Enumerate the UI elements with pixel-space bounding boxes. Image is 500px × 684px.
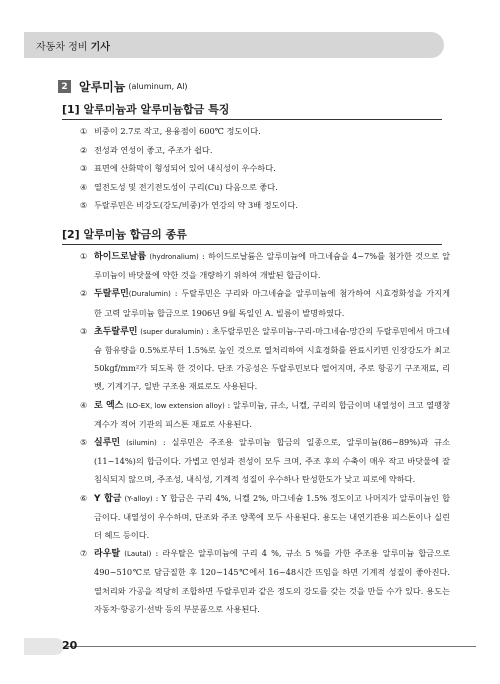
item-body: [94, 396, 450, 433]
types-heading-rule: [62, 244, 442, 245]
header-book-title-bold: 기사: [90, 42, 110, 53]
list-item: [80, 489, 450, 545]
alloy-term: 하이드로날륨: [94, 252, 147, 262]
item-number: ④: [80, 181, 88, 192]
list-item: [80, 196, 450, 215]
list-item: [80, 284, 450, 321]
item-number: ①: [80, 126, 88, 136]
alloy-term: Y 합금: [94, 493, 122, 504]
features-heading-text: [1] 알루미늄과 알루미늄합금 특징: [62, 103, 230, 116]
item-number: ④: [80, 399, 88, 410]
page-number: 20: [62, 639, 78, 652]
item-number: ⑤: [80, 200, 88, 210]
item-text: 비중이 2.7로 작고, 용융점이 600℃ 정도이다.: [94, 126, 261, 136]
item-number: ⑥: [80, 492, 88, 503]
item-text: : 두랄루민은 구리와 마그네슘을 알루미늄에 첨가하여 시효경화성을 가지게 한 고력 알루미늄 합금으로 1906년 9월 독일인 A. 빌름이 발명하였다.: [94, 288, 450, 318]
item-text: : 실루민은 주조용 알루미늄 합금의 일종으로, 알루미늄(86~89%)과 규소(11~14%)의 합금이다. 가볍고 연성과 전성이 모두 크며, 주조 후의 수축이 매우 작고 바닷물에 잘 침식되지 않으며, 주조성, 내식성, 기계적 성질이 우수하나 탄성한도가 낮고 피로에 약하다.: [94, 437, 451, 485]
item-number: ②: [80, 288, 88, 299]
features-list: [80, 122, 450, 215]
header-book-title: 자동차 정비: [36, 42, 91, 53]
list-item: [80, 159, 450, 178]
types-heading-text: [2] 알루미늄 합금의 종류: [62, 228, 187, 241]
alloy-term: 초두랄루민: [94, 326, 138, 337]
list-item: [80, 141, 450, 160]
item-body: [94, 284, 450, 321]
item-body: [94, 433, 450, 489]
types-heading: [62, 226, 442, 245]
alloy-term: 두랄루민: [94, 289, 129, 300]
item-text: : 알루미늄, 규소, 니켈, 구리의 합금이며 내열성이 크고 열팽창 계수가 적어 기관의 피스톤 재료로 사용된다.: [94, 399, 450, 429]
item-text: : Y 합금은 구리 4%, 니켈 2%, 마그네슘 1.5% 정도이고 나머지가 알루미늄인 합금이다. 내열성이 우수하며, 단조와 주조 양쪽에 모두 사용된다. 용도는 내연기관용 피스톤이나 실린더 헤드 등이다.: [94, 492, 450, 541]
item-body: [94, 544, 450, 618]
features-heading-rule: [62, 119, 442, 120]
alloy-types-list: [80, 247, 450, 618]
item-number: ①: [80, 251, 88, 261]
running-header: [36, 38, 110, 53]
item-text: : 초두랄루민은 알루미늄-구리-마그네슘-망간의 두랄루민에서 마그네슘 함유량을 0.5%로부터 1.5%로 높인 것으로 열처리하여 시효경화를 완료시키면 인장강도가 최고 50kgf/mm²가 되도록 한 것이다. 단조 가공성은 두랄루민보다 떨어지며, 주로 항공기 구조재료, 리벳, 기계기구, 일반 구조용 재료로도 사용된다.: [94, 325, 451, 392]
section-title: [58, 78, 188, 95]
item-text: : 하이드로날륨은 알루미늄에 마그네슘을 4~7%를 첨가한 것으로 알루미늄이 바닷물에 약한 것을 개량하기 위하여 개발된 합금이다.: [94, 251, 450, 281]
alloy-english-name: (Y-alloy): [124, 494, 153, 503]
features-heading: [62, 101, 442, 120]
item-number: ③: [80, 325, 88, 336]
footer-rule: [24, 646, 476, 647]
list-item: [80, 544, 450, 618]
alloy-term: 라우탈: [94, 549, 121, 560]
alloy-english-name: (hydronalium): [149, 253, 199, 261]
item-number: ⑤: [80, 437, 88, 448]
item-text: 전성과 연성이 좋고, 주조가 쉽다.: [94, 144, 213, 155]
list-item: [80, 178, 450, 197]
alloy-term: 실루민: [94, 438, 121, 449]
item-number: ②: [80, 144, 88, 155]
alloy-term: 로 엑스: [94, 400, 124, 411]
item-body: [94, 247, 450, 284]
item-text: 두랄루민은 비강도(강도/비중)가 연강의 약 3배 정도이다.: [94, 200, 298, 210]
item-text: : 라우탈은 알루미늄에 구리 4 %, 규소 5 %를 가한 주조용 알루미늄 합금으로 490~510℃로 담금질한 후 120~145℃에서 16~48시간 뜨임을 하면 기계적 성질이 좋아진다. 열처리와 가공을 적당히 조합하면 두랄루민과 같은 정도의 강도를 갖는 것을 만들 수가 있다. 용도는 자동차·항공기·선박 등의 부분품으로 사용된다.: [94, 548, 450, 614]
item-number: ③: [80, 163, 88, 173]
list-item: [80, 433, 450, 489]
alloy-english-name: (Duralumin): [128, 290, 171, 299]
alloy-english-name: (super duralumin): [140, 327, 204, 336]
alloy-english-name: (Lautal): [124, 550, 152, 559]
alloy-english-name: (LO-EX, low extension alloy): [126, 401, 225, 410]
list-item: [80, 396, 450, 433]
item-text: 열전도성 및 전기전도성이 구리(Cu) 다음으로 좋다.: [94, 181, 278, 192]
item-body: [94, 322, 450, 396]
list-item: [80, 122, 450, 141]
alloy-english-name: (silumin): [126, 439, 157, 448]
item-text: 표면에 산화막이 형성되어 있어 내식성이 우수하다.: [94, 163, 276, 173]
section-number-badge: 2: [58, 80, 71, 93]
item-number: ⑦: [80, 548, 88, 559]
list-item: [80, 322, 450, 396]
page-number-badge: [24, 638, 64, 655]
item-body: [94, 489, 450, 545]
section-title-text: 알루미늄: [79, 80, 126, 94]
section-subtitle: (aluminum, Al): [128, 82, 188, 91]
list-item: [80, 247, 450, 284]
